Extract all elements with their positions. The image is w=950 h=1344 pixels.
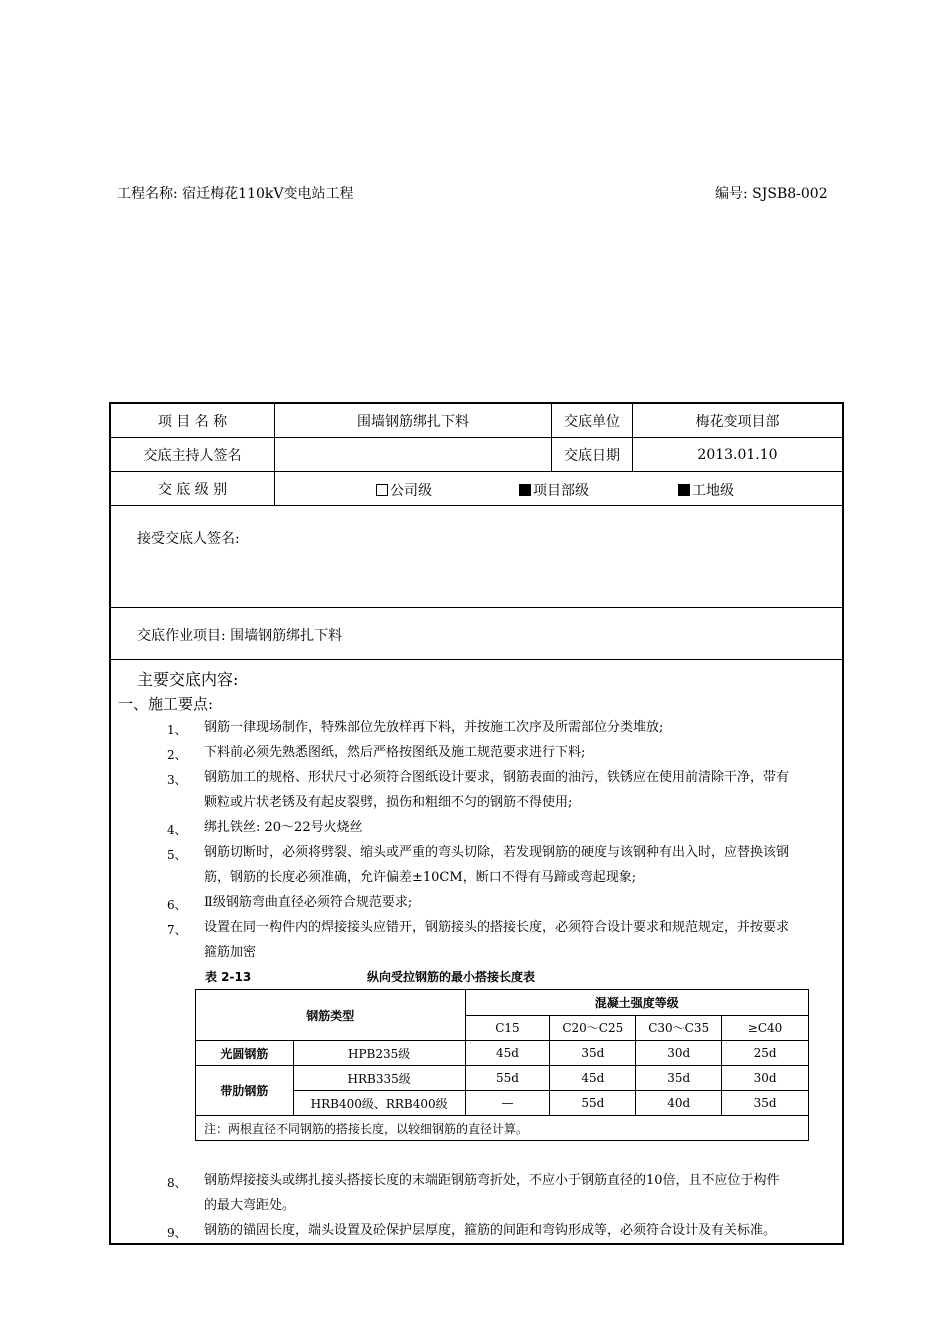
label-disclosure-date: 交底日期 [564,447,620,464]
item-number: 6、 [167,898,187,912]
checkbox-checked-icon [678,484,690,496]
disclosure-form [109,402,844,1245]
group-ribbed-bar: 带肋钢筋 [196,1066,294,1116]
item-text: 设置在同一构件内的焊接接头应错开，钢筋接头的搭接长度，必须符合设计要求和规范规定，并按要求 [204,920,790,935]
grade-header: C30～C35 [636,1015,722,1041]
content-title: 主要交底内容: [137,670,239,689]
lap-value: 45d [550,1066,636,1091]
lap-value: 55d [465,1066,550,1091]
item-text: 钢筋加工的规格、形状尺寸必须符合图纸设计要求，钢筋表面的油污，铁锈应在使用前清除干净，带有 [204,770,790,785]
option-label: 工地级 [692,483,734,499]
item-text: 钢筋焊接接头或绑扎接头搭接长度的末端距钢筋弯折处，不应小于钢筋直径的10倍，且不应位于构件 [204,1173,780,1188]
value-disclosure-unit: 梅花变项目部 [695,413,780,430]
doc-number: 编号: SJSB8-002 [715,186,828,202]
steel-grade: HRB400级、RRB400级 [293,1091,465,1116]
item-number: 2、 [167,748,187,762]
checkbox-empty-icon [376,484,388,496]
item-number: 5、 [167,848,187,862]
item-number: 7、 [167,923,187,937]
value-project-name: 围墙钢筋绑扎下料 [357,413,469,430]
item-text: 的最大弯距处。 [204,1198,296,1213]
option-label: 公司级 [390,483,432,499]
project-name: 工程名称: 宿迁梅花110kV变电站工程 [117,186,354,202]
table-row [196,1066,809,1091]
item-text: 钢筋切断时，必须将劈裂、缩头或严重的弯头切除，若发现钢筋的硬度与该钢种有出入时，应替换该钢 [204,845,790,860]
item-text: 钢筋的锚固长度，端头设置及砼保护层厚度，箍筋的间距和弯钩形成等，必须符合设计及有关标准。 [204,1223,777,1238]
item-text: 颗粒或片状老锈及有起皮裂劈，损伤和粗细不匀的钢筋不得使用; [204,795,573,810]
value-host-signature[interactable] [275,438,551,471]
lap-value: — [465,1091,550,1116]
option-site-level[interactable] [678,480,734,500]
item-number: 1、 [167,723,187,737]
option-project-level[interactable] [519,480,589,500]
header-steel-type: 钢筋类型 [196,990,466,1041]
item-number: 3、 [167,773,187,787]
label-disclosure-level: 交 底 级 别 [157,481,228,498]
lap-value: 35d [722,1091,809,1116]
option-company-level[interactable] [376,480,432,500]
table-caption-number: 表 2-13 [205,970,252,984]
header-concrete-grade: 混凝土强度等级 [465,990,808,1016]
receiver-signature-label: 接受交底人签名: [137,531,240,547]
item-number: 8、 [167,1176,187,1190]
label-disclosure-unit: 交底单位 [564,413,620,430]
lap-value: 25d [722,1041,809,1066]
item-text: 箍筋加密 [204,945,257,960]
item-text: 下料前必须先熟悉图纸，然后严格按图纸及施工规范要求进行下料; [204,745,586,760]
item-number: 4、 [167,823,187,837]
table-caption-title: 纵向受拉钢筋的最小搭接长度表 [367,970,536,984]
lap-value: 55d [550,1091,636,1116]
grade-header: C20～C25 [550,1015,636,1041]
group-plain-bar: 光圆钢筋 [196,1041,294,1066]
table-row [196,1041,809,1066]
option-label: 项目部级 [533,483,589,499]
grade-header: C15 [465,1015,550,1041]
steel-grade: HRB335级 [293,1066,465,1091]
item-text: 钢筋一律现场制作，特殊部位先放样再下料，并按施工次序及所需部位分类堆放; [204,720,664,735]
item-text: 筋，钢筋的长度必须准确，允许偏差±10CM，断口不得有马蹄或弯起现象; [204,870,637,885]
item-text: Ⅱ级钢筋弯曲直径必须符合规范要求; [204,895,413,910]
label-project-name: 项 目 名 称 [157,413,228,430]
section-heading: 一、施工要点: [118,695,214,713]
lap-value: 40d [636,1091,722,1116]
steel-grade: HPB235级 [293,1041,465,1066]
lap-value: 30d [722,1066,809,1091]
lap-value: 30d [636,1041,722,1066]
lap-length-table [195,989,809,1141]
table-note: 注：两根直径不同钢筋的搭接长度，以较细钢筋的直径计算。 [196,1116,809,1141]
checkbox-checked-icon [519,484,531,496]
lap-value: 35d [550,1041,636,1066]
item-number: 9、 [167,1226,187,1240]
lap-value: 35d [636,1066,722,1091]
lap-value: 45d [465,1041,550,1066]
work-item-label: 交底作业项目: 围墙钢筋绑扎下料 [137,628,343,644]
value-disclosure-date: 2013.01.10 [697,446,778,463]
item-text: 绑扎铁丝: 20～22号火烧丝 [204,820,363,835]
grade-header: ≥C40 [722,1015,809,1041]
label-host-signature: 交底主持人签名 [143,447,242,464]
